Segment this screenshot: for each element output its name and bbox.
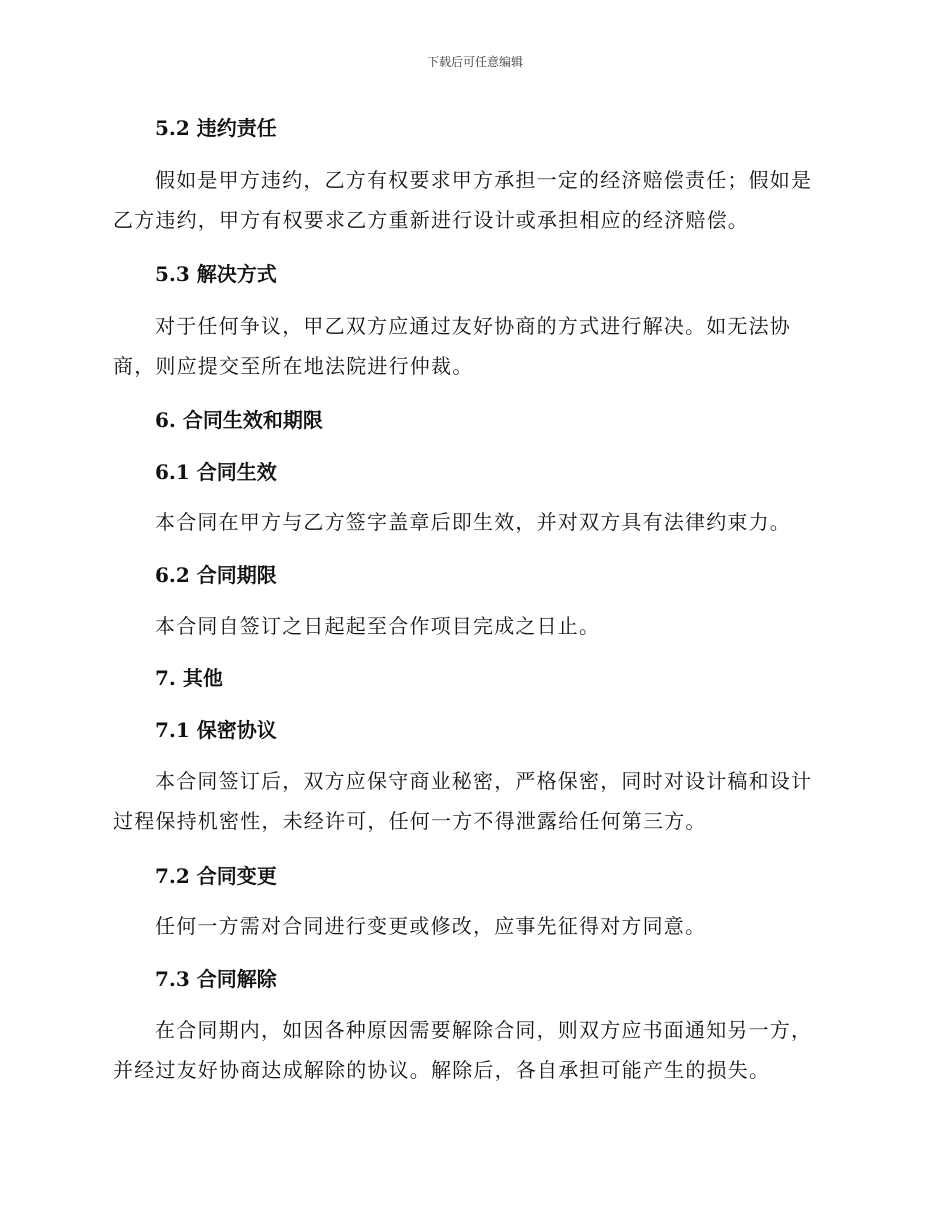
- section-heading-7-1: 7.1 保密协议: [155, 718, 277, 742]
- paragraph-contract-change: 任何一方需对合同进行变更或修改，应事先征得对方同意。: [155, 914, 707, 938]
- paragraph-contract-effect: 本合同在甲方与乙方签字盖章后即生效，并对双方具有法律约束力。: [155, 510, 791, 534]
- section-heading-6-1: 6.1 合同生效: [155, 460, 277, 484]
- section-heading-6: 6. 合同生效和期限: [155, 408, 323, 432]
- section-heading-7-2: 7.2 合同变更: [155, 864, 277, 888]
- page-header: 下载后可任意编辑: [426, 55, 523, 69]
- section-heading-5-3: 5.3 解决方式: [155, 262, 277, 286]
- section-heading-6-2: 6.2 合同期限: [155, 563, 277, 587]
- paragraph-dispute-resolution: 对于任何争议，甲乙双方应通过友好协商的方式进行解决。如无法协商，则应提交至所在地法院进行仲裁。: [113, 314, 791, 378]
- paragraph-breach-liability: 假如是甲方违约，乙方有权要求甲方承担一定的经济赔偿责任；假如是乙方违约，甲方有权要求乙方重新进行设计或承担相应的经济赔偿。: [113, 168, 813, 232]
- section-heading-7: 7. 其他: [155, 666, 223, 690]
- paragraph-contract-termination: 在合同期内，如因各种原因需要解除合同，则双方应书面通知另一方，并经过友好协商达成解除的协议。解除后，各自承担可能产生的损失。: [113, 1018, 813, 1082]
- section-heading-7-3: 7.3 合同解除: [155, 967, 277, 991]
- section-heading-5-2: 5.2 违约责任: [155, 116, 277, 140]
- paragraph-confidentiality: 本合同签订后，双方应保守商业秘密，严格保密，同时对设计稿和设计过程保持机密性，未经许可，任何一方不得泄露给任何第三方。: [113, 769, 813, 833]
- paragraph-contract-term: 本合同自签订之日起起至合作项目完成之日止。: [155, 614, 601, 638]
